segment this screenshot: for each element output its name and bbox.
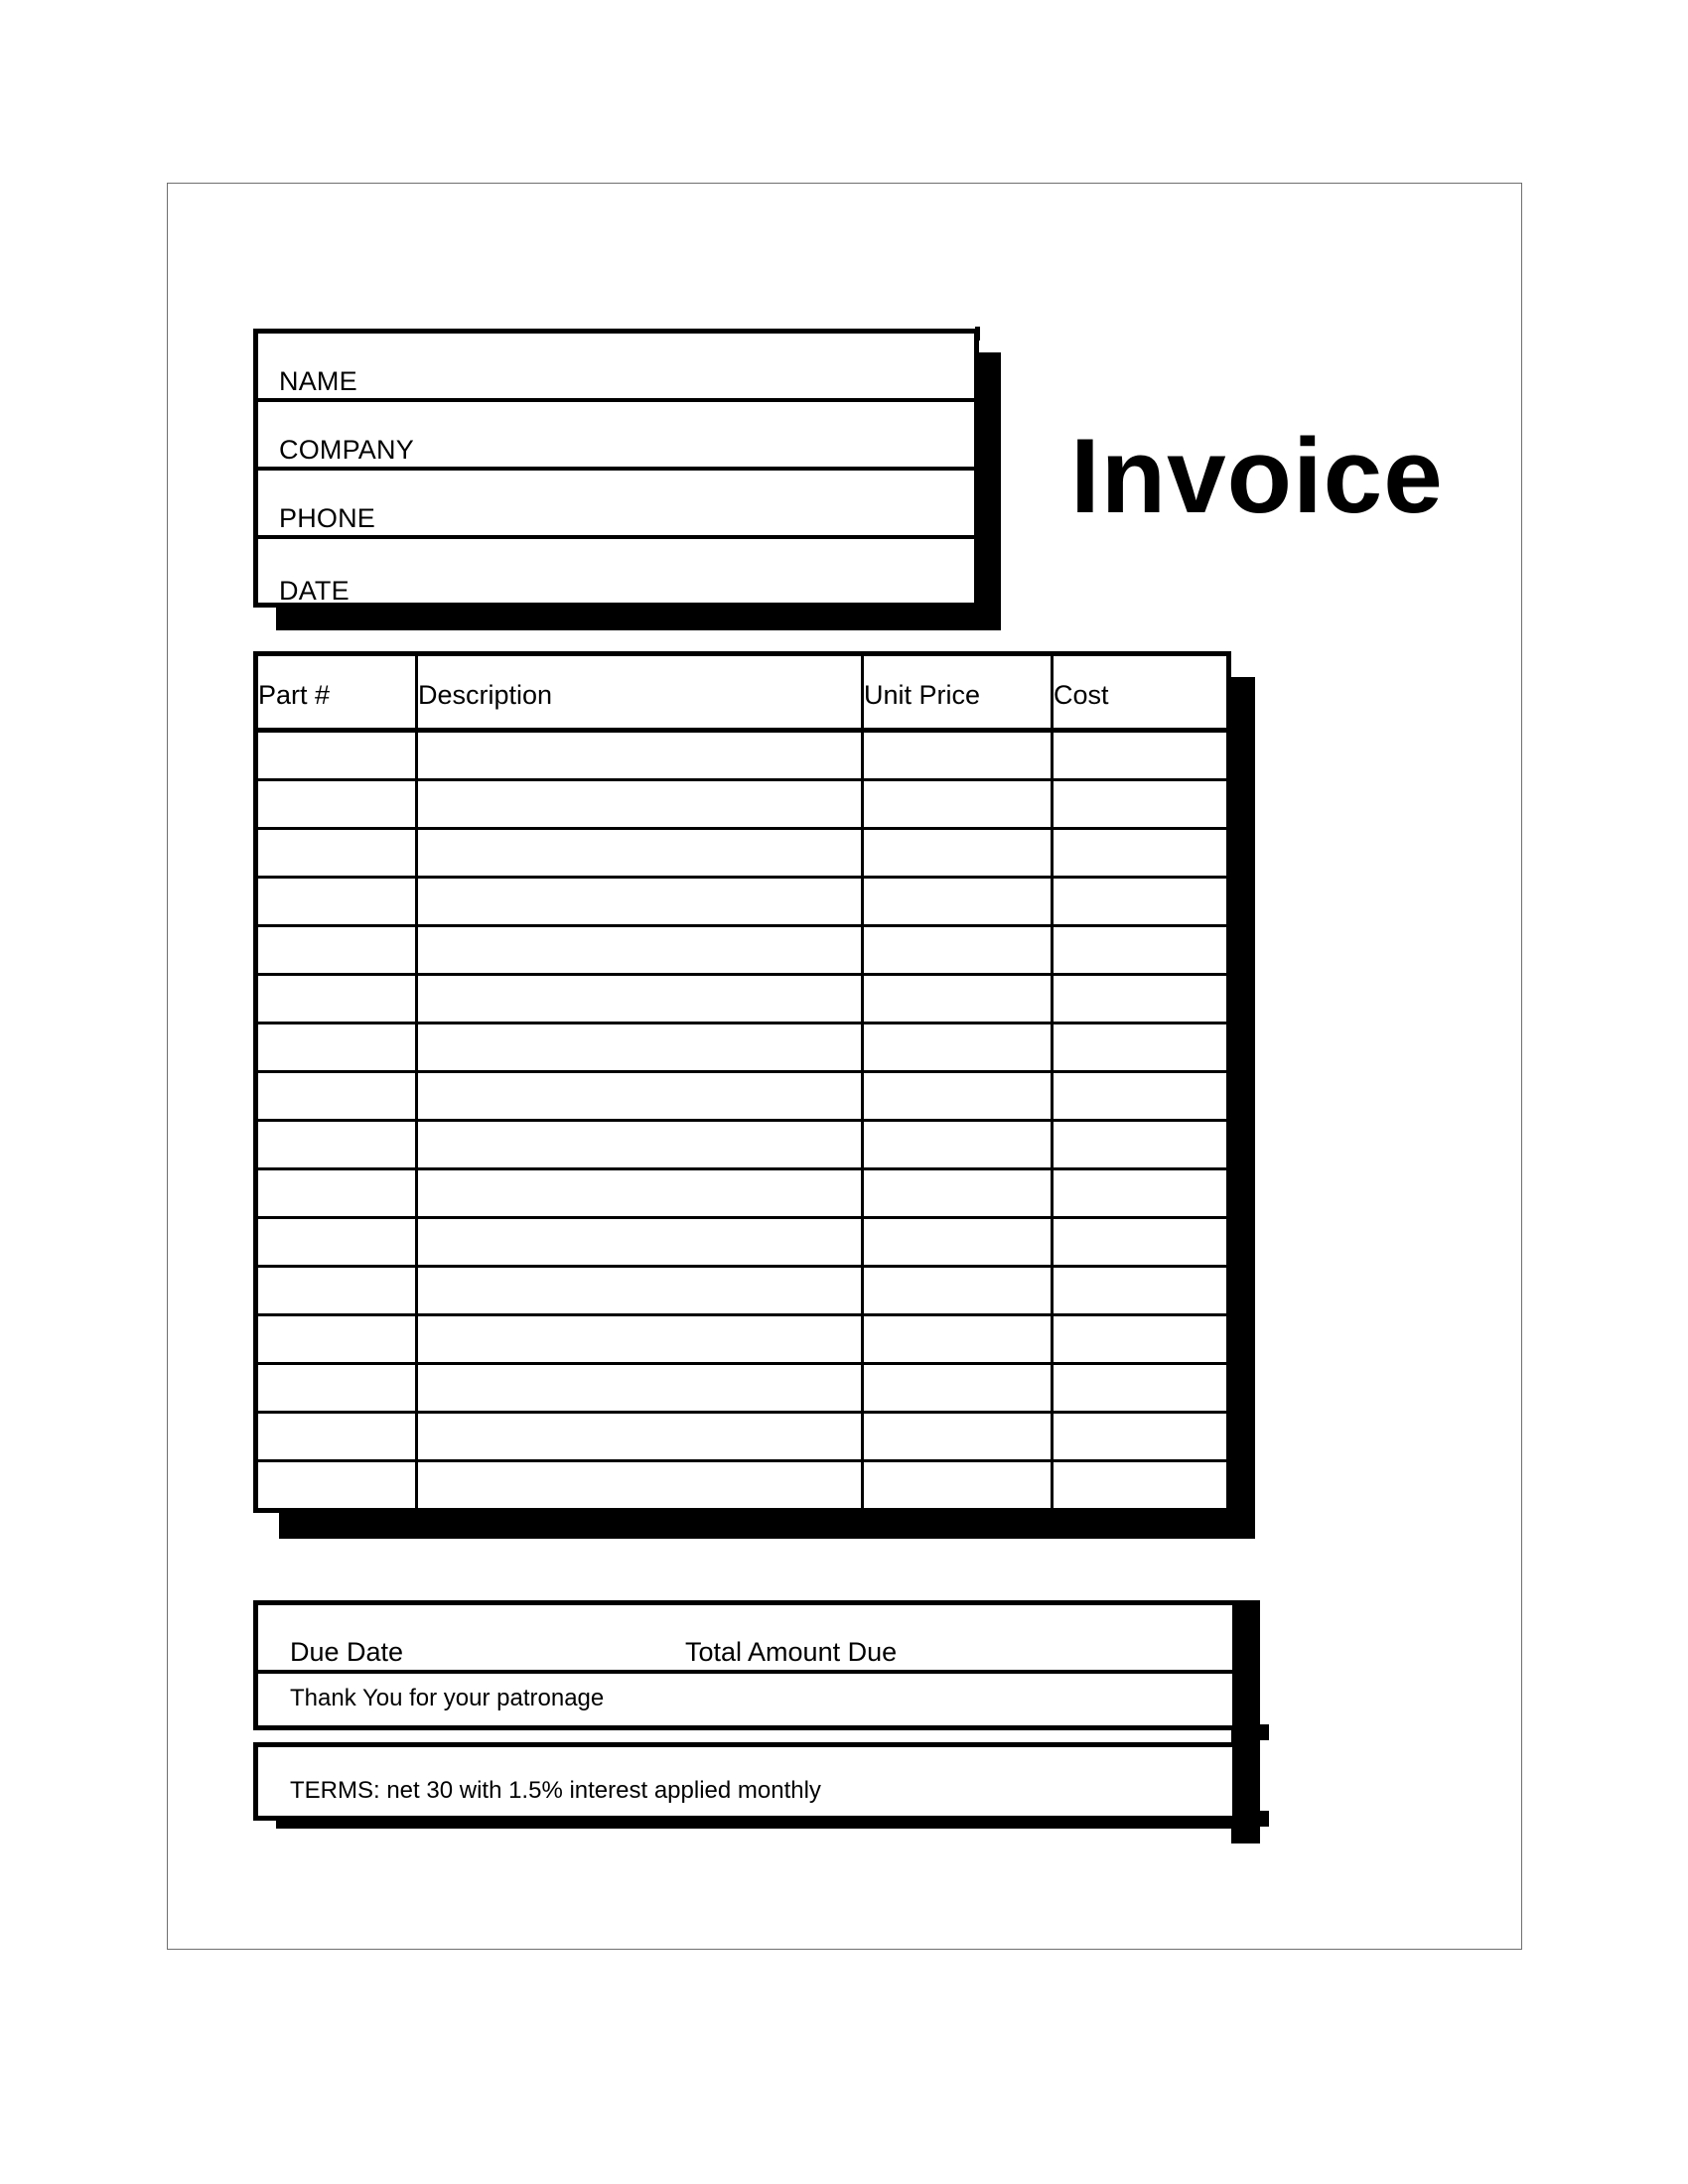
table-cell-part[interactable] (258, 1072, 417, 1121)
table-row (258, 1461, 1226, 1509)
table-cell-description[interactable] (417, 1072, 863, 1121)
table-cell-description[interactable] (417, 731, 863, 780)
table-cell-cost[interactable] (1053, 780, 1227, 829)
table-cell-cost[interactable] (1053, 731, 1227, 780)
table-cell-part[interactable] (258, 829, 417, 878)
table-cell-unit-price[interactable] (863, 1267, 1053, 1315)
info-box-corner-tick (975, 327, 980, 341)
table-cell-unit-price[interactable] (863, 731, 1053, 780)
table-cell-description[interactable] (417, 829, 863, 878)
table-cell-unit-price[interactable] (863, 1024, 1053, 1072)
table-cell-unit-price[interactable] (863, 1364, 1053, 1413)
customer-info-box (253, 329, 979, 608)
table-cell-unit-price[interactable] (863, 1413, 1053, 1461)
table-cell-part[interactable] (258, 1413, 417, 1461)
table-cell-description[interactable] (417, 1169, 863, 1218)
table-row (258, 731, 1226, 780)
table-cell-description[interactable] (417, 1218, 863, 1267)
items-table-shadow-bottom (279, 1509, 1255, 1539)
table-cell-unit-price[interactable] (863, 926, 1053, 975)
table-cell-description[interactable] (417, 975, 863, 1024)
table-cell-part[interactable] (258, 926, 417, 975)
table-cell-part[interactable] (258, 780, 417, 829)
table-cell-unit-price[interactable] (863, 780, 1053, 829)
table-row (258, 878, 1226, 926)
total-amount-due-label: Total Amount Due (685, 1637, 898, 1667)
table-cell-part[interactable] (258, 1267, 417, 1315)
items-table-shadow (1227, 677, 1255, 1539)
table-cell-part[interactable] (258, 1218, 417, 1267)
table-cell-cost[interactable] (1053, 878, 1227, 926)
table-cell-part[interactable] (258, 1024, 417, 1072)
table-cell-description[interactable] (417, 1461, 863, 1509)
totals-row (258, 1605, 1232, 1674)
table-cell-part[interactable] (258, 1169, 417, 1218)
page-title: Invoice (1070, 416, 1444, 535)
phone-label: PHONE (279, 503, 376, 533)
table-row (258, 1364, 1226, 1413)
items-table (253, 651, 1231, 1513)
table-row (258, 780, 1226, 829)
phone-field[interactable] (258, 471, 974, 539)
table-cell-part[interactable] (258, 975, 417, 1024)
table-cell-cost[interactable] (1053, 1024, 1227, 1072)
table-cell-cost[interactable] (1053, 1169, 1227, 1218)
table-cell-unit-price[interactable] (863, 878, 1053, 926)
table-row (258, 926, 1226, 975)
table-cell-unit-price[interactable] (863, 1461, 1053, 1509)
name-field[interactable] (258, 334, 974, 402)
table-row (258, 975, 1226, 1024)
table-cell-unit-price[interactable] (863, 1072, 1053, 1121)
table-cell-unit-price[interactable] (863, 829, 1053, 878)
table-cell-cost[interactable] (1053, 1315, 1227, 1364)
table-cell-description[interactable] (417, 1315, 863, 1364)
table-row (258, 1315, 1226, 1364)
table-cell-unit-price[interactable] (863, 975, 1053, 1024)
table-cell-cost[interactable] (1053, 1072, 1227, 1121)
table-cell-cost[interactable] (1053, 1364, 1227, 1413)
totals-box (253, 1600, 1237, 1730)
table-cell-cost[interactable] (1053, 1461, 1227, 1509)
table-cell-description[interactable] (417, 1267, 863, 1315)
table-cell-cost[interactable] (1053, 926, 1227, 975)
table-row (258, 1121, 1226, 1169)
table-cell-description[interactable] (417, 780, 863, 829)
company-label: COMPANY (279, 435, 414, 465)
table-cell-part[interactable] (258, 1461, 417, 1509)
table-cell-description[interactable] (417, 1024, 863, 1072)
due-date-label: Due Date (290, 1637, 404, 1667)
table-row (258, 1072, 1226, 1121)
table-row (258, 829, 1226, 878)
table-row (258, 1267, 1226, 1315)
table-cell-cost[interactable] (1053, 1413, 1227, 1461)
table-cell-part[interactable] (258, 1315, 417, 1364)
table-cell-description[interactable] (417, 1121, 863, 1169)
items-table-header (258, 656, 1226, 731)
column-header-part: Part # (258, 656, 417, 731)
terms-text: TERMS: net 30 with 1.5% interest applied monthly (290, 1777, 821, 1804)
column-header-cost: Cost (1053, 656, 1227, 731)
table-cell-part[interactable] (258, 731, 417, 780)
table-cell-description[interactable] (417, 926, 863, 975)
company-field[interactable] (258, 402, 974, 471)
table-cell-cost[interactable] (1053, 1218, 1227, 1267)
table-cell-unit-price[interactable] (863, 1315, 1053, 1364)
table-cell-part[interactable] (258, 878, 417, 926)
terms-box (253, 1742, 1237, 1821)
column-header-description: Description (417, 656, 863, 731)
table-cell-cost[interactable] (1053, 1121, 1227, 1169)
table-cell-cost[interactable] (1053, 975, 1227, 1024)
table-row (258, 1413, 1226, 1461)
table-row (258, 1024, 1226, 1072)
column-header-unit-price: Unit Price (863, 656, 1053, 731)
table-row (258, 1218, 1226, 1267)
table-cell-part[interactable] (258, 1364, 417, 1413)
table-row (258, 1169, 1226, 1218)
thank-you-text: Thank You for your patronage (290, 1685, 605, 1711)
date-field[interactable] (258, 539, 974, 608)
table-cell-unit-price[interactable] (863, 1218, 1053, 1267)
table-cell-description[interactable] (417, 1364, 863, 1413)
table-cell-unit-price[interactable] (863, 1121, 1053, 1169)
table-cell-description[interactable] (417, 878, 863, 926)
name-label: NAME (279, 366, 357, 396)
table-cell-unit-price[interactable] (863, 1169, 1053, 1218)
table-cell-description[interactable] (417, 1413, 863, 1461)
table-cell-part[interactable] (258, 1121, 417, 1169)
date-label: DATE (279, 576, 350, 606)
table-cell-cost[interactable] (1053, 1267, 1227, 1315)
table-cell-cost[interactable] (1053, 829, 1227, 878)
